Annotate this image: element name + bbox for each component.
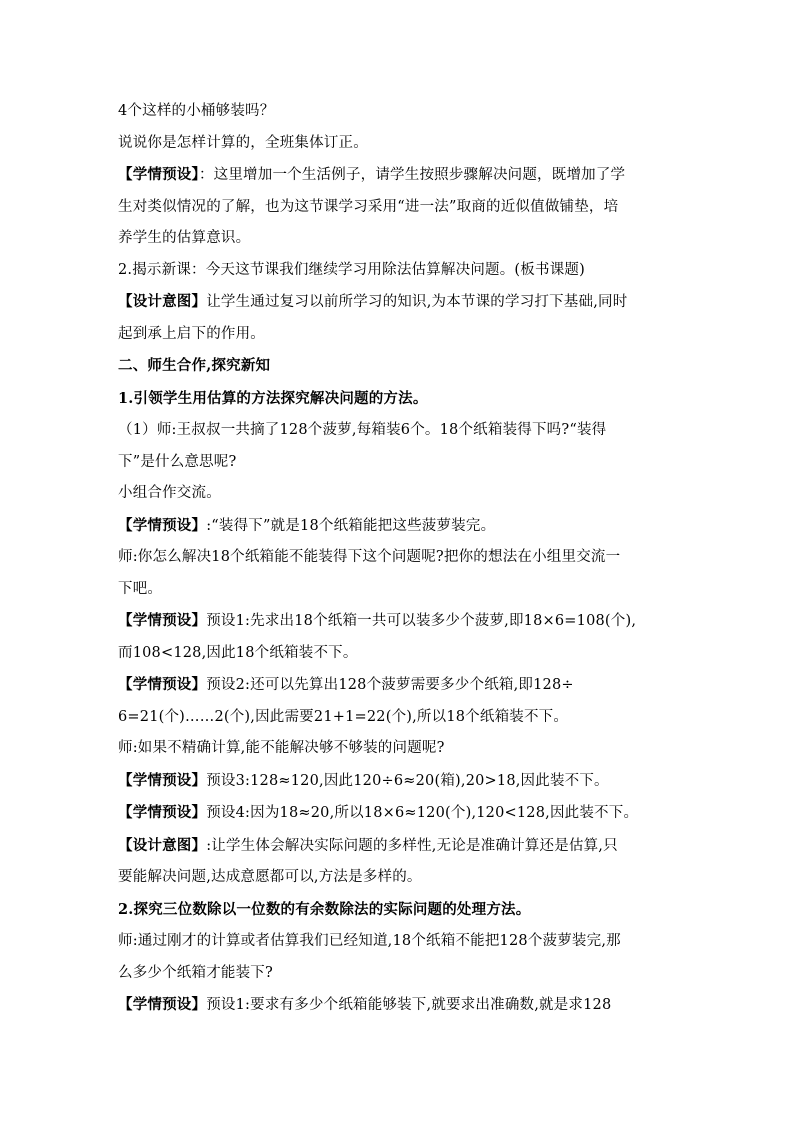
text-line-l17 xyxy=(118,605,688,638)
paragraph-text: ：这里增加一个生活例子，请学生按照步骤解决问题，既增加了学 xyxy=(198,167,626,183)
text-line-l8 xyxy=(118,319,688,351)
text-line-l24 xyxy=(118,830,688,863)
text-line-l26 xyxy=(118,894,688,927)
bold-label: 【学情预设】 xyxy=(118,166,199,183)
bold-label: 【学情预设】 xyxy=(118,612,207,629)
paragraph-text: 师:你怎么解决18个纸箱能不能装得下这个问题呢?把你的想法在小组里交流一 xyxy=(118,549,621,565)
bold-label: 【学情预设】 xyxy=(118,516,207,534)
paragraph-text: 预设1:要求有多少个纸箱能够装下,就要求出准确数,就是求128 xyxy=(206,997,612,1013)
text-line-l29 xyxy=(118,989,688,1022)
text-line-l3 xyxy=(118,159,688,192)
text-line-l22 xyxy=(118,765,688,798)
text-line-l15 xyxy=(118,542,688,574)
text-line-l16 xyxy=(118,574,688,606)
bold-label: 【学情预设】 xyxy=(118,804,207,821)
paragraph-text: 预设2:还可以先算出128个菠萝需要多少个纸箱,即128÷ xyxy=(206,677,574,693)
paragraph-text: 预设1:先求出18个纸箱一共可以装多少个菠萝,即18×6=108(个), xyxy=(206,613,637,629)
text-line-l25 xyxy=(118,862,688,894)
paragraph-text: 预设3:128≈120,因此120÷6≈20(箱),20>18,因此装不下。 xyxy=(206,772,609,789)
text-line-l2 xyxy=(118,128,688,160)
paragraph-text: 下吧。 xyxy=(118,580,163,597)
bold-label: 【学情预设】 xyxy=(118,771,207,789)
text-line-l28 xyxy=(118,958,688,990)
paragraph-text: （1）师:王叔叔一共摘了128个菠萝,每箱装6个。18个纸箱装得下吗?“装得 xyxy=(118,422,607,438)
text-line-l23 xyxy=(118,797,688,830)
bold-label: 【设计意图】 xyxy=(118,836,207,854)
text-line-l21 xyxy=(118,733,688,765)
bold-label: 【设计意图】 xyxy=(118,293,207,310)
text-line-l7 xyxy=(118,286,688,319)
paragraph-text: :让学生体会解决实际问题的多样性,无论是准确计算还是估算,只 xyxy=(206,837,618,854)
paragraph-text: 下”是什么意思呢? xyxy=(118,453,237,470)
paragraph-text: 师:如果不精确计算,能不能解决够不够装的问题呢? xyxy=(118,740,445,756)
text-line-l5 xyxy=(118,223,688,255)
text-line-l4 xyxy=(118,192,688,224)
bold-label: 二、师生合作,探究新知 xyxy=(118,357,271,374)
text-line-l10 xyxy=(118,383,688,416)
paragraph-text: 预设4:因为18≈20,所以18×6≈120(个),120<128,因此装不下。 xyxy=(206,805,639,821)
text-line-l6 xyxy=(118,255,688,287)
document-body xyxy=(118,96,688,1022)
text-line-l19 xyxy=(118,669,688,702)
paragraph-text: 让学生通过复习以前所学习的知识,为本节课的学习打下基础,同时 xyxy=(206,294,628,310)
text-line-l9 xyxy=(118,350,688,383)
text-line-l13 xyxy=(118,478,688,510)
paragraph-text: 小组合作交流。 xyxy=(118,485,221,501)
paragraph-text: 6=21(个)……2(个),因此需要21+1=22(个),所以18个纸箱装不下。 xyxy=(118,708,569,725)
bold-label: 【学情预设】 xyxy=(118,676,207,693)
paragraph-text: 2.揭示新课：今天这节课我们继续学习用除法估算解决问题。(板书课题) xyxy=(118,261,585,278)
bold-label: 【学情预设】 xyxy=(118,996,207,1013)
paragraph-text: 说说你是怎样计算的，全班集体订正。 xyxy=(118,134,368,151)
paragraph-text: 师:通过刚才的计算或者估算我们已经知道,18个纸箱不能把128个菠萝装完,那 xyxy=(118,933,621,949)
paragraph-text: 么多少个纸箱才能装下? xyxy=(118,964,273,981)
text-line-l11 xyxy=(118,415,688,447)
paragraph-text: :“装得下”就是18个纸箱能把这些菠萝装完。 xyxy=(206,517,496,534)
text-line-l27 xyxy=(118,926,688,958)
bold-label: 1.引领学生用估算的方法探究解决问题的方法。 xyxy=(118,389,428,407)
text-line-l14 xyxy=(118,510,688,543)
paragraph-text: 要能解决问题,达成意愿都可以,方法是多样的。 xyxy=(118,869,422,885)
text-line-l1 xyxy=(118,96,688,128)
text-line-l20 xyxy=(118,702,688,734)
paragraph-text: 生对类似情况的了解，也为这节课学习采用“进一法”取商的近似值做铺垫，培 xyxy=(118,198,619,215)
text-line-l18 xyxy=(118,638,688,670)
bold-label: 2.探究三位数除以一位数的有余数除法的实际问题的处理方法。 xyxy=(118,900,531,918)
paragraph-text: 起到承上启下的作用。 xyxy=(118,325,265,342)
paragraph-text: 而108<128,因此18个纸箱装不下。 xyxy=(118,644,358,661)
text-line-l12 xyxy=(118,447,688,479)
paragraph-text: 养学生的估算意识。 xyxy=(118,230,251,246)
paragraph-text: 4个这样的小桶够装吗？ xyxy=(118,103,275,119)
